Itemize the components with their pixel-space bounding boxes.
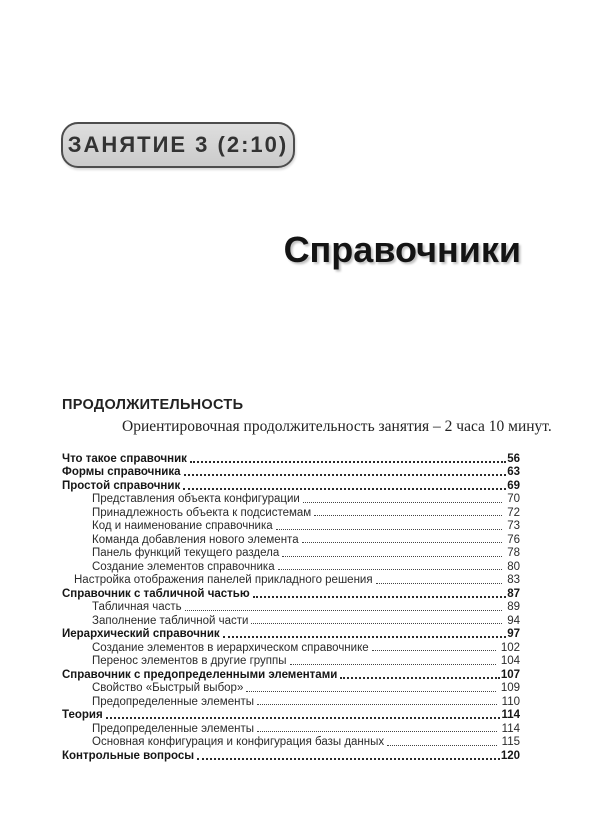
toc-entry bbox=[62, 519, 520, 533]
toc-entry-label: Табличная часть bbox=[92, 601, 182, 613]
toc-leader-dots bbox=[340, 677, 500, 679]
toc-entry-label: Справочник с табличной частью bbox=[62, 587, 250, 600]
lesson-badge bbox=[61, 122, 295, 168]
toc-entry-label: Предопределенные элементы bbox=[92, 695, 254, 708]
toc-entry-page: 83 bbox=[507, 574, 520, 586]
toc-entry bbox=[62, 465, 520, 479]
toc-entry-label: Что такое справочник bbox=[62, 452, 187, 465]
toc-entry bbox=[62, 694, 520, 708]
section-heading-duration: ПРОДОЛЖИТЕЛЬНОСТЬ bbox=[62, 397, 244, 413]
toc-entry-page: 76 bbox=[507, 533, 520, 546]
toc-leader-dots bbox=[251, 623, 502, 624]
toc-entry bbox=[62, 451, 520, 465]
toc-leader-dots bbox=[278, 569, 503, 570]
toc-entry bbox=[62, 681, 520, 695]
toc-entry-label: Перенос элементов в другие группы bbox=[92, 655, 287, 667]
toc-entry-label: Заполнение табличной части bbox=[92, 614, 249, 627]
toc-entry bbox=[62, 600, 520, 614]
toc-leader-dots bbox=[372, 650, 496, 651]
toc-leader-dots bbox=[183, 488, 506, 490]
toc-entry bbox=[62, 667, 520, 681]
toc-entry-page: 97 bbox=[507, 628, 520, 640]
duration-paragraph: Ориентировочная продолжительность занятия – 2 часа 10 минут. bbox=[122, 418, 552, 435]
toc-entry-page: 107 bbox=[500, 668, 520, 681]
toc-entry-label: Панель функций текущего раздела bbox=[92, 547, 280, 559]
toc-entry-page: 69 bbox=[507, 479, 520, 492]
toc-entry-label: Простой справочник bbox=[62, 479, 181, 492]
toc-leader-dots bbox=[376, 583, 503, 584]
toc-leader-dots bbox=[303, 502, 502, 503]
toc-leader-dots bbox=[387, 745, 497, 746]
toc-leader-dots bbox=[246, 691, 495, 692]
toc-leader-dots bbox=[314, 515, 502, 516]
toc-leader-dots bbox=[106, 717, 501, 719]
lesson-badge-label: ЗАНЯТИЕ 3 (2:10) bbox=[67, 132, 289, 157]
toc-entry-label: Свойство «Быстрый выбор» bbox=[92, 682, 244, 694]
toc-entry bbox=[62, 708, 520, 722]
toc-entry-page: 114 bbox=[501, 722, 520, 735]
toc-entry bbox=[62, 573, 520, 587]
toc-entry bbox=[62, 721, 520, 735]
toc-entry bbox=[62, 613, 520, 627]
toc-entry-page: 94 bbox=[507, 614, 520, 627]
toc-entry-label: Формы справочника bbox=[62, 466, 181, 478]
toc-entry-page: 80 bbox=[507, 560, 520, 573]
toc-leader-dots bbox=[185, 610, 503, 611]
toc-entry-label: Основная конфигурация и конфигурация базы данных bbox=[92, 736, 385, 748]
toc-leader-dots bbox=[276, 529, 503, 530]
toc-entry bbox=[62, 492, 520, 506]
toc-entry bbox=[62, 654, 520, 668]
toc-entry-label: Теория bbox=[62, 709, 103, 721]
toc-leader-dots bbox=[290, 664, 496, 665]
toc-entry-page: 115 bbox=[501, 736, 520, 748]
toc-entry-page: 110 bbox=[501, 695, 520, 708]
toc-entry-label: Принадлежность объекта к подсистемам bbox=[92, 506, 312, 519]
toc-leader-dots bbox=[257, 704, 497, 705]
toc-entry-label: Создание элементов справочника bbox=[92, 560, 275, 573]
toc-entry-page: 102 bbox=[500, 641, 520, 654]
toc-entry bbox=[62, 586, 520, 600]
toc-entry-label: Представления объекта конфигурации bbox=[92, 493, 300, 505]
toc-entry bbox=[62, 748, 520, 762]
toc-entry-label: Иерархический справочник bbox=[62, 628, 220, 640]
toc-entry bbox=[62, 478, 520, 492]
toc-entry-label: Команда добавления нового элемента bbox=[92, 533, 299, 546]
toc-entry-page: 89 bbox=[507, 601, 520, 613]
toc-entry-page: 78 bbox=[507, 547, 520, 559]
table-of-contents bbox=[62, 451, 520, 762]
toc-leader-dots bbox=[197, 758, 500, 760]
toc-entry-label: Код и наименование справочника bbox=[92, 520, 273, 532]
toc-entry-page: 73 bbox=[507, 520, 520, 532]
toc-entry-page: 72 bbox=[507, 506, 520, 519]
chapter-title: Справочники bbox=[283, 229, 521, 270]
toc-entry bbox=[62, 546, 520, 560]
toc-entry-label: Контрольные вопросы bbox=[62, 749, 195, 762]
toc-entry-page: 87 bbox=[507, 587, 520, 600]
toc-entry-page: 104 bbox=[500, 655, 520, 667]
toc-leader-dots bbox=[257, 731, 497, 732]
toc-entry-label: Создание элементов в иерархическом справочнике bbox=[92, 641, 369, 654]
toc-leader-dots bbox=[223, 636, 507, 638]
toc-entry bbox=[62, 627, 520, 641]
toc-entry-page: 120 bbox=[500, 749, 520, 762]
toc-entry bbox=[62, 505, 520, 519]
toc-entry-label: Предопределенные элементы bbox=[92, 722, 254, 735]
toc-entry bbox=[62, 559, 520, 573]
toc-entry-page: 114 bbox=[501, 709, 520, 721]
toc-leader-dots bbox=[190, 461, 506, 463]
toc-leader-dots bbox=[282, 556, 502, 557]
toc-leader-dots bbox=[253, 596, 507, 598]
toc-entry bbox=[62, 735, 520, 749]
toc-entry-label: Настройка отображения панелей прикладного решения bbox=[74, 574, 373, 586]
toc-entry-page: 63 bbox=[507, 466, 520, 478]
toc-entry-page: 109 bbox=[500, 682, 520, 694]
toc-entry bbox=[62, 640, 520, 654]
toc-entry-label: Справочник с предопределенными элементами bbox=[62, 668, 338, 681]
toc-leader-dots bbox=[184, 474, 507, 476]
toc-entry-page: 56 bbox=[507, 452, 520, 465]
toc-entry bbox=[62, 532, 520, 546]
toc-leader-dots bbox=[302, 542, 503, 543]
toc-entry-page: 70 bbox=[507, 493, 520, 505]
